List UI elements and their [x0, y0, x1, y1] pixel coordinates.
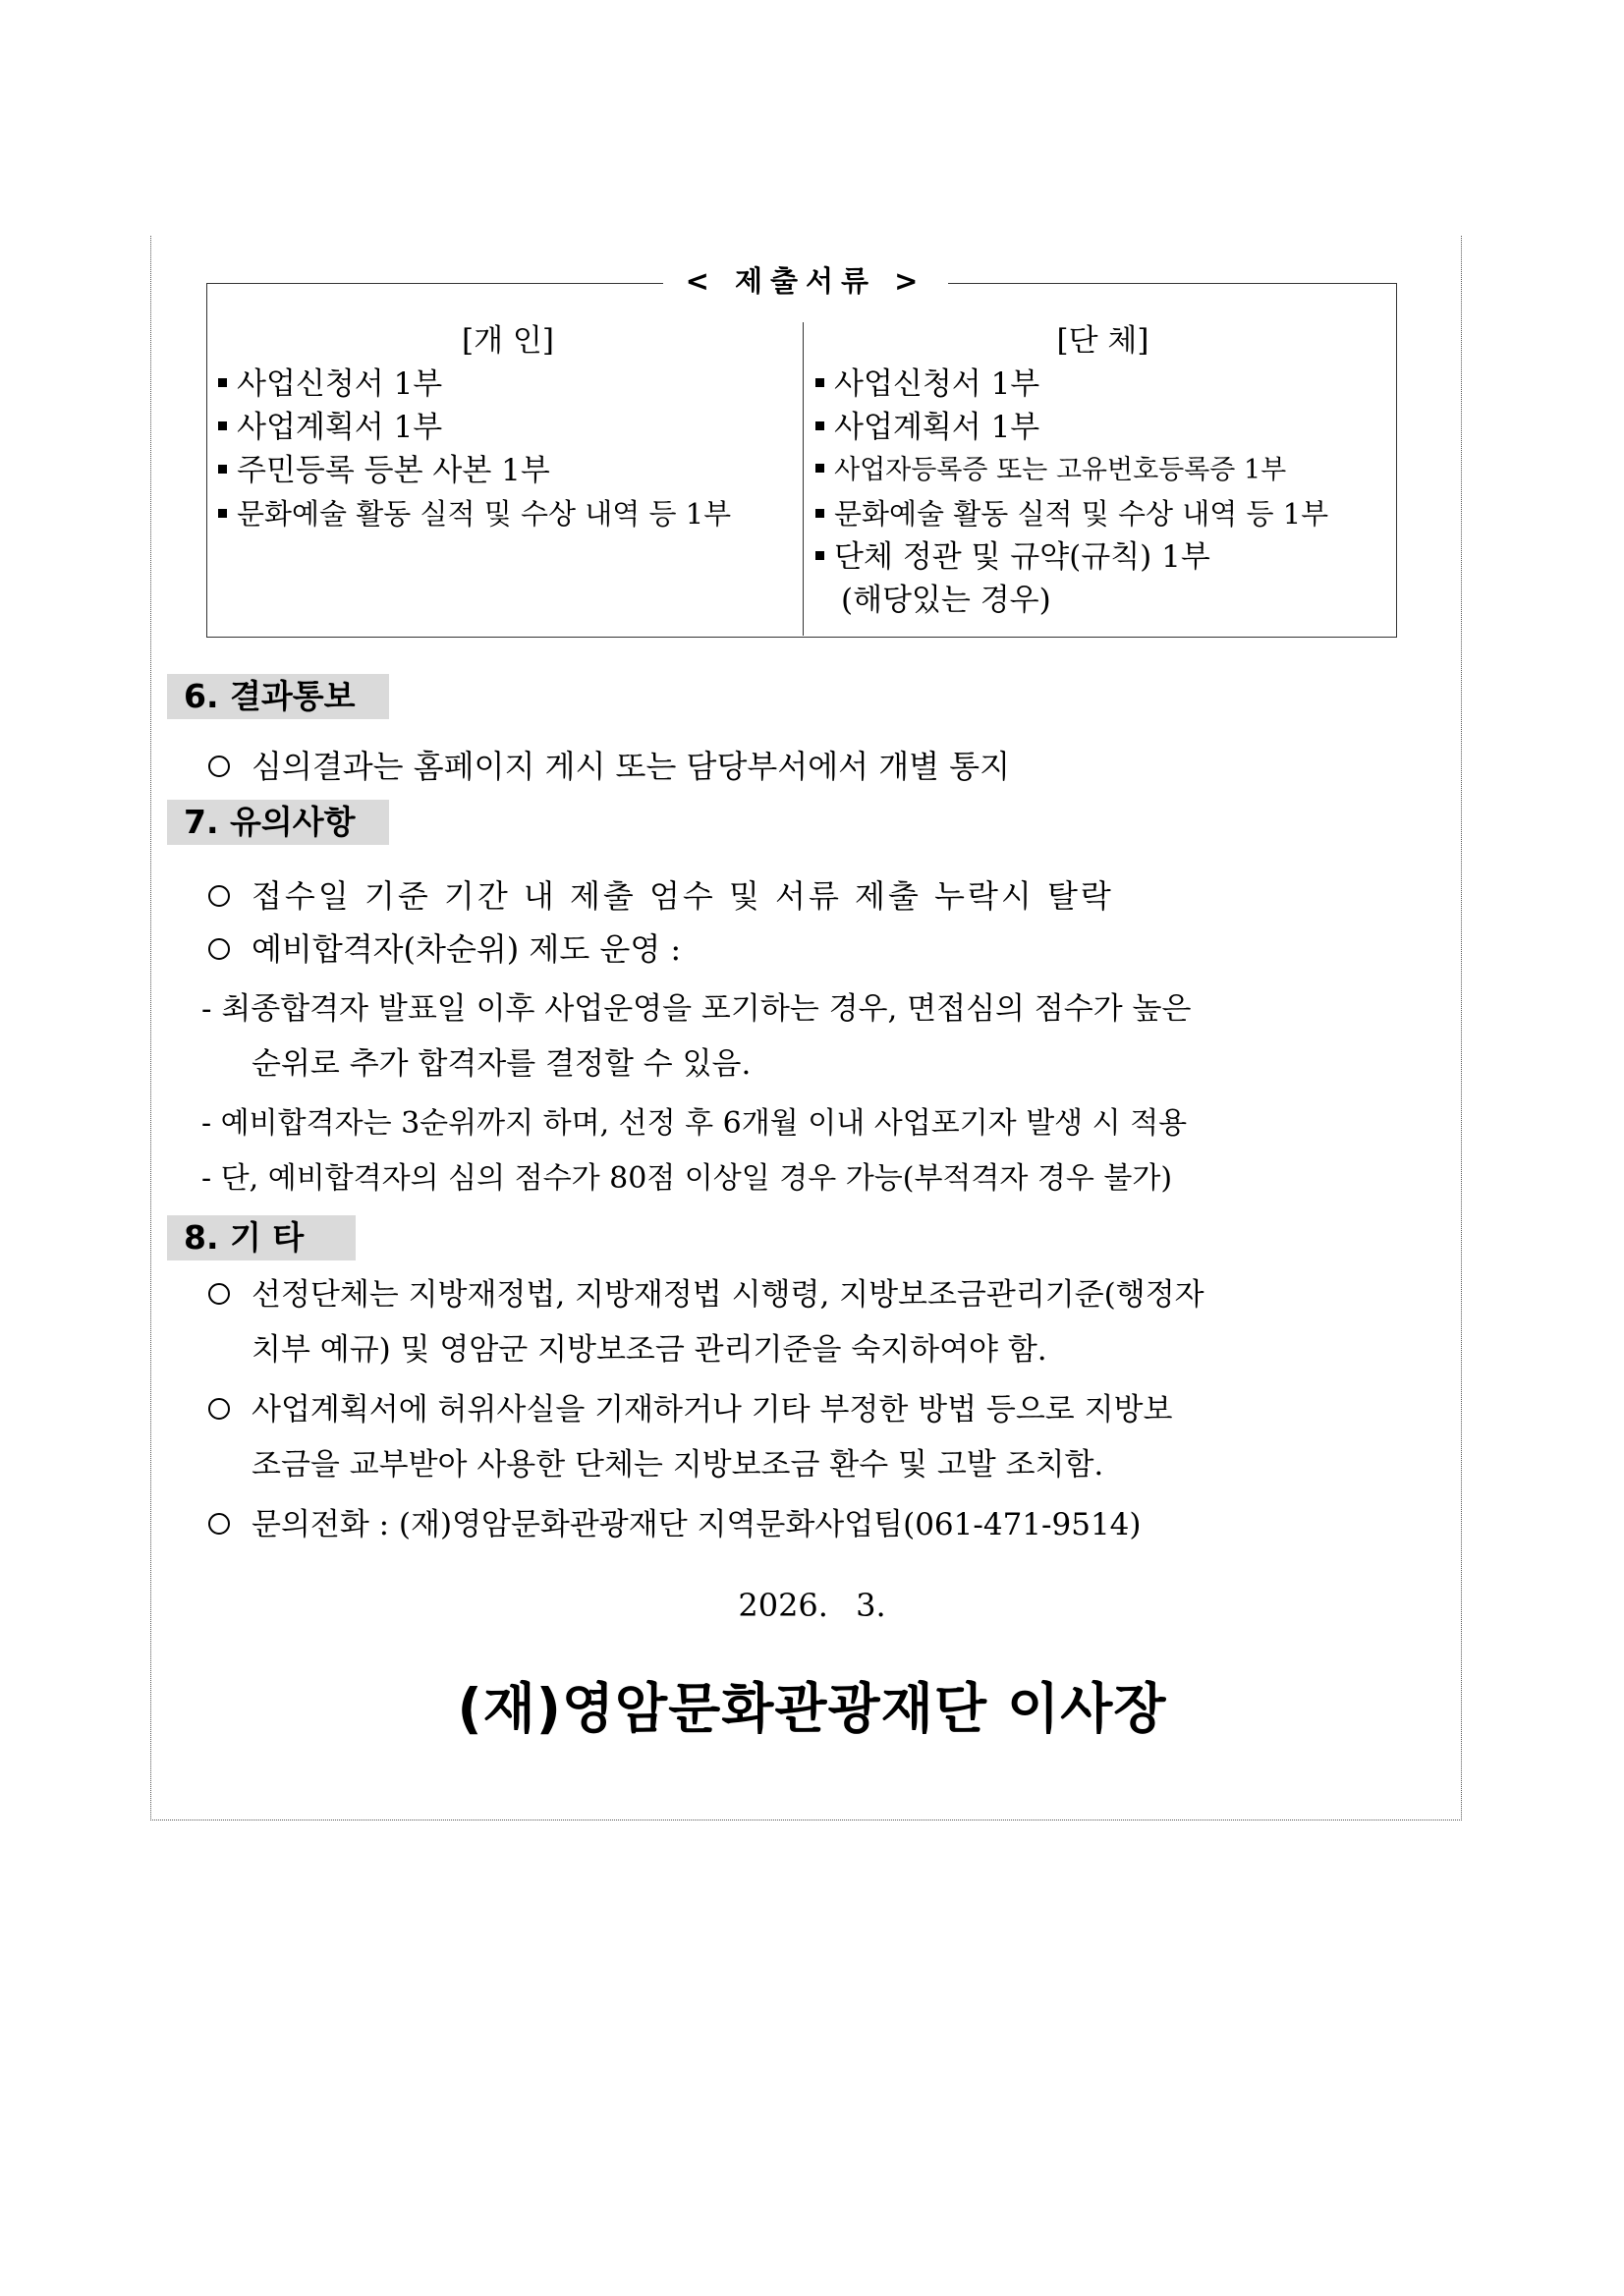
circle-bullet-icon — [208, 1513, 230, 1535]
submission-documents-title: < 제출서류 > — [663, 260, 948, 302]
section-7-item: 접수일 기준 기간 내 제출 엄수 및 서류 제출 누락시 탈락 — [208, 874, 1114, 918]
circle-bullet-icon — [208, 756, 230, 777]
bullet-icon — [815, 464, 824, 473]
bullet-icon — [815, 378, 824, 387]
column-divider — [803, 322, 804, 636]
section-8-item-continuation: 치부 예규) 및 영암군 지방보조금 관리기준을 숙지하여야 함. — [252, 1332, 1047, 1368]
bullet-icon — [218, 465, 227, 474]
list-item: 문화예술 활동 실적 및 수상 내역 등 1부 — [218, 492, 798, 535]
list-item: 단체 정관 및 규약(규칙) 1부 — [815, 535, 1390, 579]
section-8-item: 선정단체는 지방재정법, 지방재정법 시행령, 지방보조금관리기준(행정자 — [208, 1273, 1204, 1316]
individual-column — [218, 319, 798, 535]
list-item: 문화예술 활동 실적 및 수상 내역 등 1부 — [815, 492, 1390, 535]
section-6-heading: 6. 결과통보 — [167, 674, 389, 719]
section-7-dash-continuation: 순위로 추가 합격자를 결정할 수 있음. — [252, 1046, 752, 1082]
bullet-icon — [218, 421, 227, 430]
section-7-item: 예비합격자(차순위) 제도 운영 : — [208, 927, 681, 971]
section-7-dash-item: - 최종합격자 발표일 이후 사업운영을 포기하는 경우, 면접심의 점수가 높은 — [201, 991, 1192, 1027]
bullet-icon — [815, 551, 824, 560]
section-6-item: 심의결과는 홈페이지 게시 또는 담당부서에서 개별 통지 — [208, 745, 1010, 788]
section-8-item: 사업계획서에 허위사실을 기재하거나 기타 부정한 방법 등으로 지방보 — [208, 1388, 1172, 1431]
group-column — [815, 319, 1390, 622]
group-note: (해당있는 경우) — [841, 583, 1051, 618]
bullet-icon — [218, 509, 227, 518]
circle-bullet-icon — [208, 885, 230, 907]
section-7-dash-item: - 예비합격자는 3순위까지 하며, 선정 후 6개월 이내 사업포기자 발생 시 적용 — [201, 1106, 1188, 1141]
list-item: 사업신청서 1부 — [218, 363, 798, 406]
signer-title: (재)영암문화관광재단 이사장 — [457, 1677, 1167, 1740]
list-item: 사업계획서 1부 — [815, 406, 1390, 449]
bullet-icon — [218, 378, 227, 387]
section-7-dash-item: - 단, 예비합격자의 심의 점수가 80점 이상일 경우 가능(부적격자 경우 불가) — [201, 1161, 1173, 1196]
list-item: 사업계획서 1부 — [218, 406, 798, 449]
list-item: 사업신청서 1부 — [815, 363, 1390, 406]
section-8-item-continuation: 조금을 교부받아 사용한 단체는 지방보조금 환수 및 고발 조치함. — [252, 1447, 1104, 1483]
circle-bullet-icon — [208, 938, 230, 960]
list-item: 주민등록 등본 사본 1부 — [218, 449, 798, 492]
document-date: 2026. 3. — [738, 1587, 886, 1624]
section-8-heading: 8. 기 타 — [167, 1215, 356, 1260]
bullet-icon — [815, 421, 824, 430]
bullet-icon — [815, 509, 824, 518]
group-heading: [단 체] — [1056, 323, 1149, 359]
list-item: 사업자등록증 또는 고유번호등록증 1부 — [815, 449, 1390, 492]
section-8-item: 문의전화 : (재)영암문화관광재단 지역문화사업팀(061-471-9514) — [208, 1503, 1141, 1546]
section-7-heading: 7. 유의사항 — [167, 800, 389, 845]
circle-bullet-icon — [208, 1283, 230, 1305]
individual-heading: [개 인] — [462, 323, 554, 359]
circle-bullet-icon — [208, 1398, 230, 1420]
